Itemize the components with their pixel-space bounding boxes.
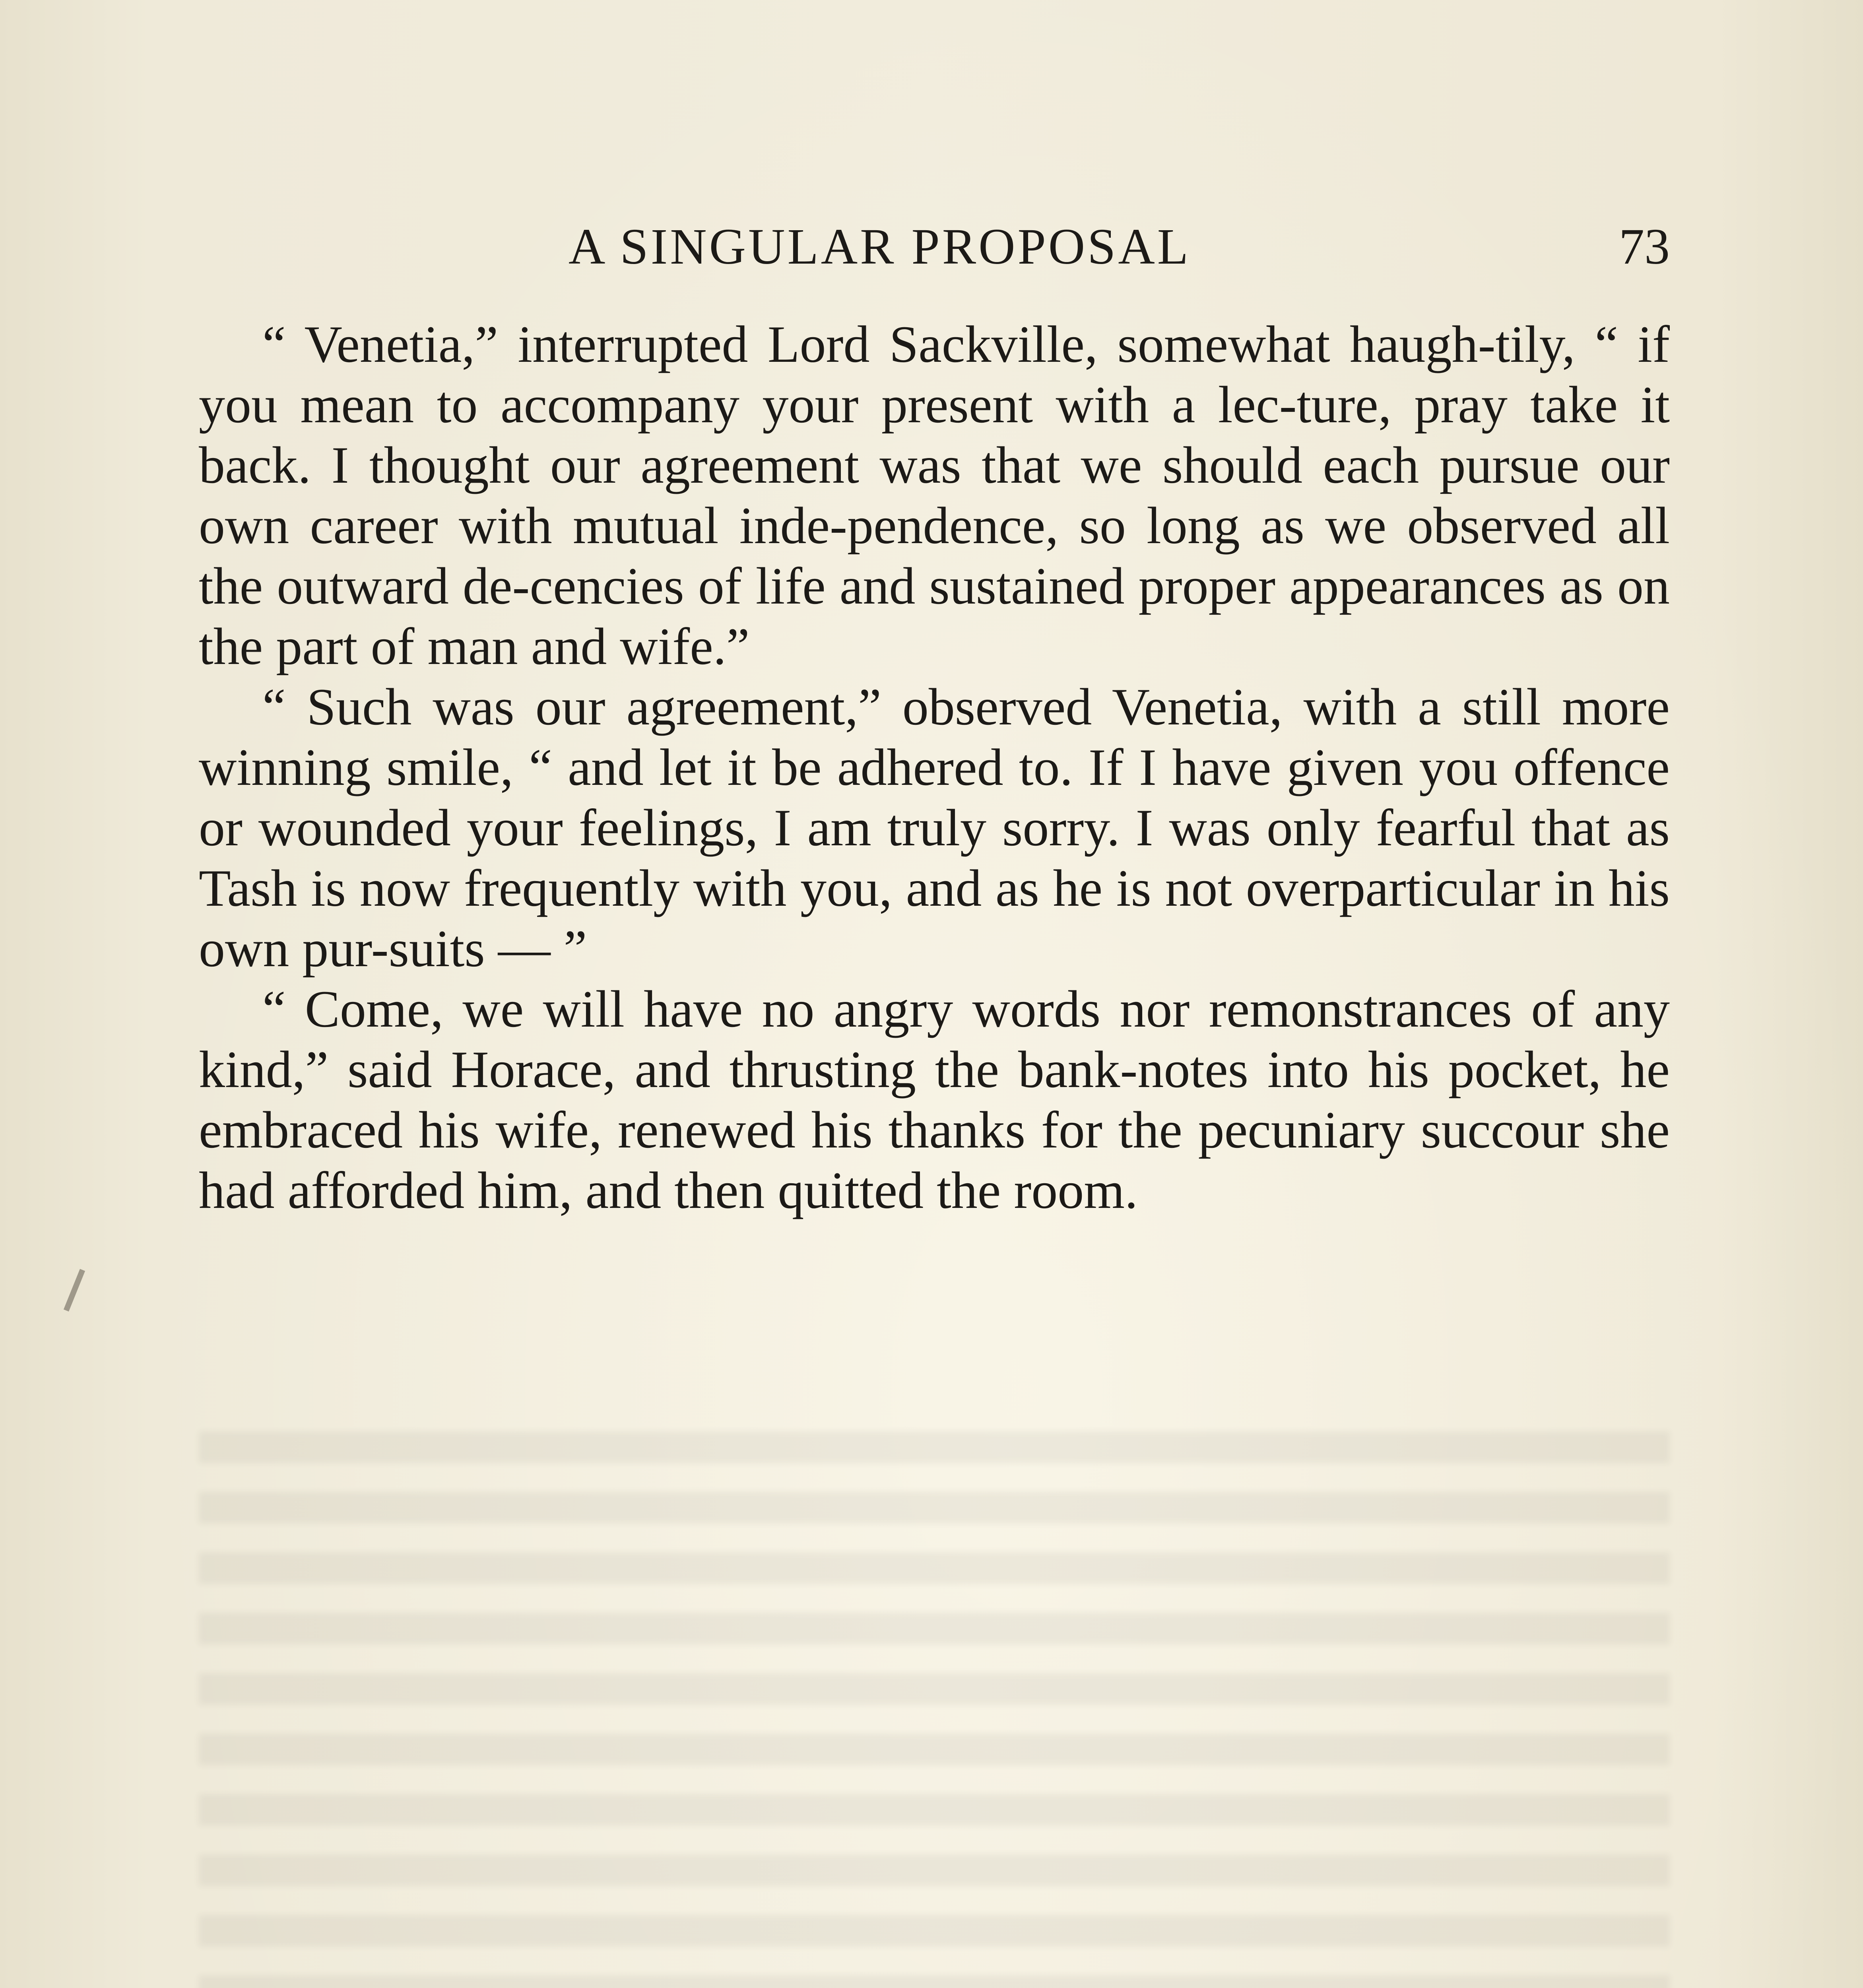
paragraph-1: “ Venetia,” interrupted Lord Sackville, somewhat haugh-tily, “ if you mean to accompany your present with a lec-ture, pray take it back. I thought our agreement was that we should each pursue our own career with mutual inde-pendence, so long as we observed all the outward de-cencies of life and sustained proper appearances as on the part of man and wife.” bbox=[199, 315, 1670, 676]
margin-mark bbox=[64, 1269, 85, 1311]
running-head bbox=[199, 207, 1670, 286]
paragraph-2: “ Such was our agreement,” observed Venetia, with a still more winning smile, “ and let it be adhered to. If I have given you offence or wounded your feelings, I am truly sorry. I was only fearful that as Tash is now frequently with you, and as he is not overparticular in his own pur-suits — ” bbox=[199, 678, 1670, 978]
chapter-title: A SINGULAR PROPOSAL bbox=[569, 218, 1191, 275]
paragraph-3: “ Come, we will have no angry words nor remonstrances of any kind,” said Horace, and thrusting the bank-notes into his pocket, he embraced his wife, renewed his thanks for the pecuniary succour she had afforded him, and then quitted the room. bbox=[199, 980, 1670, 1219]
show-through-text bbox=[199, 1431, 1670, 1988]
body-text bbox=[199, 314, 1670, 1221]
page-number: 73 bbox=[1619, 218, 1670, 275]
